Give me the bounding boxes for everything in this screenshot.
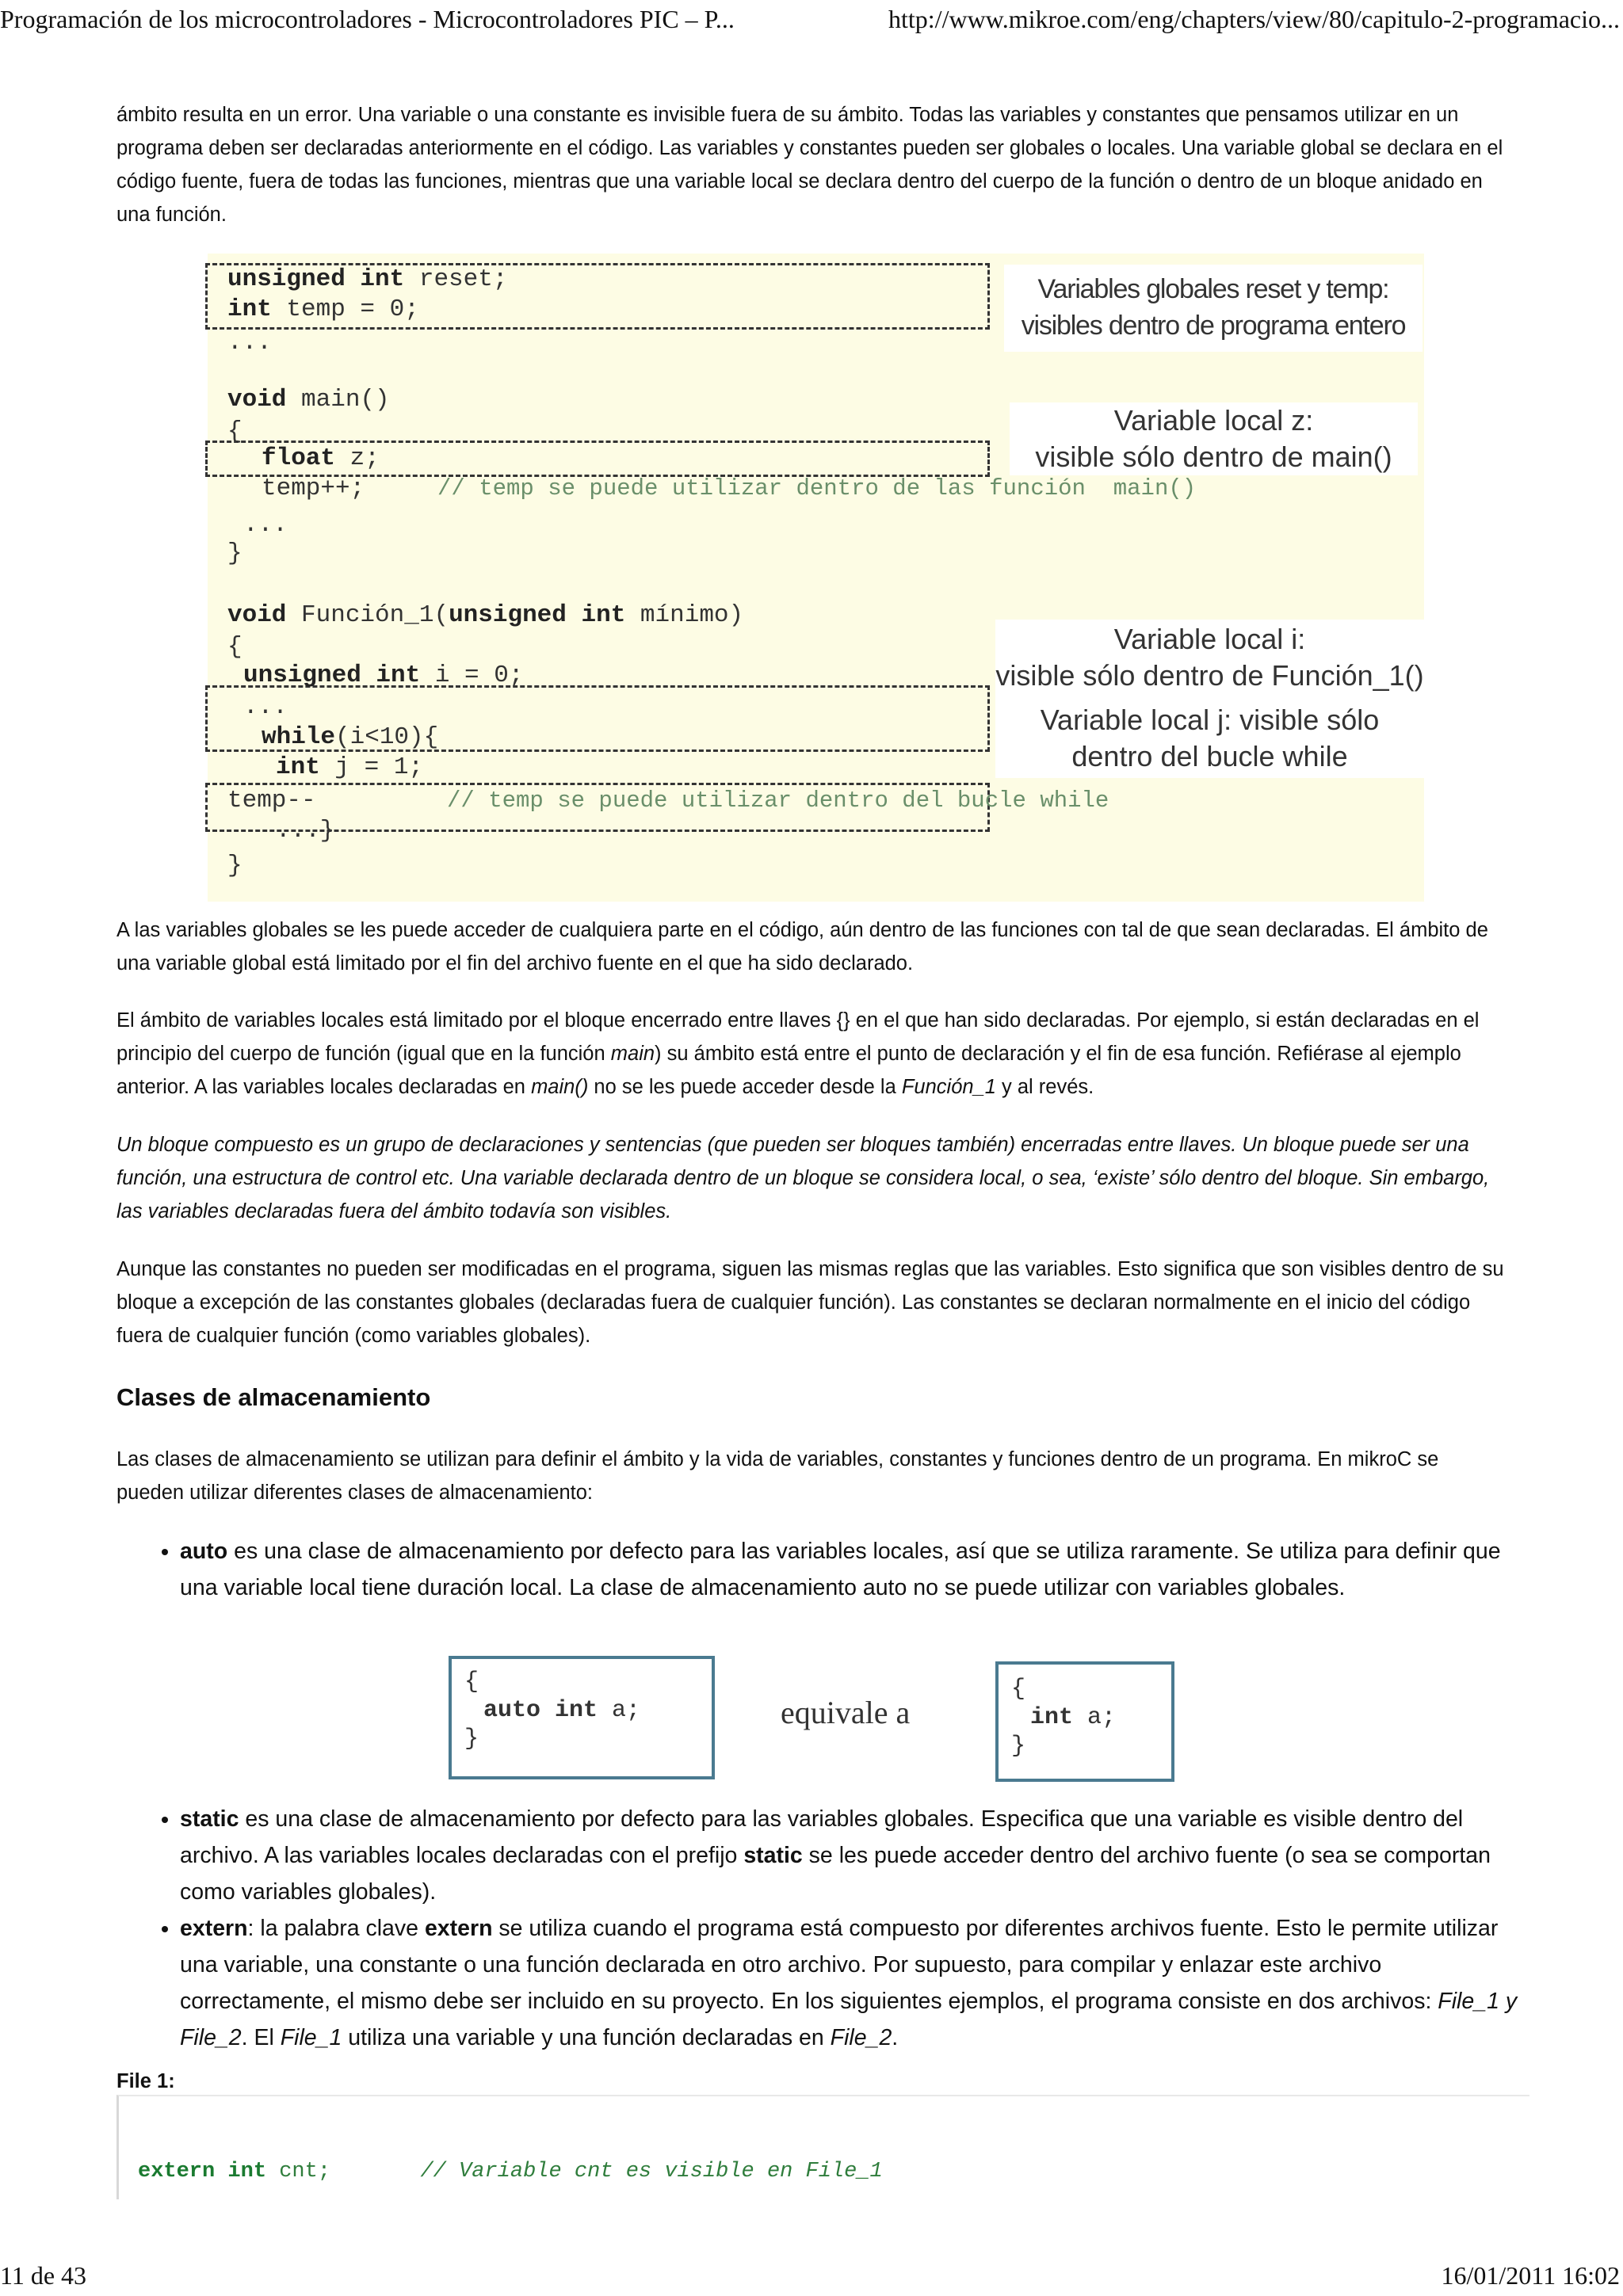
code-line-3: ... [227,329,272,357]
page-number: 11 de 43 [0,2261,87,2290]
code-line-1: unsigned int reset; [227,265,508,293]
intro-paragraph: ámbito resulta en un error. Una variable o una constante es invisible fuera de su ámbito. Todas las variables y constantes que pensamos utilizar en un programa deben ser declaradas anteriormente en el código. Las variables y constantes pueden ser globales o locales. Una variable global se declara en el código fuente, fuera de todas las funciones, mientras que una variable local se declara dentro del cuerpo de la función o dentro de un bloque anidado en una función. [116,104,1503,226]
code-line-4: void main() [227,386,390,414]
auto-int-box: { auto int a; } [449,1656,715,1779]
paragraph-global-scope: A las variables globales se les puede acceder de cualquiera parte en el código, aún dentro de las funciones con tal de que sean declaradas. El ámbito de una variable global está limitado por el fin del archivo fuente en el que ha sido declarado. [116,919,1488,974]
code-line-5: { [227,418,242,445]
equivalence-text: equivale a [781,1695,911,1730]
code-line-18: } [227,852,242,879]
page-header [0,0,1623,40]
list-item-extern: • extern: la palabra clave extern se utiliza cuando el programa está compuesto por diferentes archivos fuente. Esto le permite utilizar una variable, una constante o una función declarada en otro archivo. Por supuesto, para compilar y enlazar este archivo correctamente, el mismo debe ser incluido en su proyecto. En los siguientes ejemplos, el programa consiste en dos archivos: File_1 y File_2. El File_1 utiliza una variable y una función declaradas en File_2. [180,1910,1527,2056]
paragraph-constants: Aunque las constantes no pueden ser modificadas en el programa, siguen las mismas reglas que las variables. Esto significa que son visibles dentro de su bloque a excepción de las constantes globales (declaradas fuera de cualquier función). Las constantes se declaran normalmente en el inicio del código fuera de cualquier función (como variables globales). [116,1258,1504,1347]
int-box: { int a; } [995,1661,1174,1782]
section-heading: Clases de almacenamiento [116,1383,431,1411]
page-url[interactable]: http://www.mikroe.com/eng/chapters/view/80/capitulo-2-programacio... [888,5,1620,33]
code-line-16: temp-- [227,787,316,814]
code-line-11: { [227,633,242,661]
code-line-9: } [227,540,242,567]
code-line-17: ...} [276,817,335,845]
page-title: Programación de los microcontroladores - Microcontroladores PIC – P... [0,5,735,33]
local-i-label: Variable local i: visible sólo dentro de Función_1() [995,620,1424,699]
global-vars-label: Variables globales reset y temp: visibles dentro de programa entero [1004,265,1423,352]
list-item-static: • static es una clase de almacenamiento por defecto para las variables globales. Especifica que una variable es visible dentro del archivo. A las variables locales declaradas con el prefijo static se les puede acceder dentro del archivo fuente (o sea se comportan como variables globales). [180,1801,1527,1910]
paragraph-compound-block: Un bloque compuesto es un grupo de declaraciones y sentencias (que pueden ser bloques también) encerradas entre llaves. Un bloque puede ser una función, una estructura de control etc. Una variable declarada dentro de un bloque se considera local, o sea, ‘existe’ sólo dentro del bloque. Sin embargo, las variables declaradas fuera del ámbito todavía son visibles. [116,1134,1490,1222]
code-line-13: ... [243,693,288,721]
list-item-auto: • auto es una clase de almacenamiento por defecto para las variables locales, así que se utiliza raramente. Se utiliza para definir que una variable local tiene duración local. La clase de almacenamiento auto no se puede utilizar con variables globales. [180,1533,1527,1606]
scope-figure [208,254,1424,902]
file1-code-block [116,2095,1529,2199]
file1-label: File 1: [116,2070,175,2092]
local-j-label: Variable local j: visible sólo dentro del bucle while [995,699,1424,778]
code-line-15: int j = 1; [276,753,424,781]
code-line-14: while(i<10){ [262,723,439,751]
page-footer [0,2258,1623,2296]
file1-code-line: extern int cnt; // Variable cnt es visible en File_1 [138,2160,883,2183]
section-intro: Las clases de almacenamiento se utilizan para definir el ámbito y la vida de variables, constantes y funciones dentro de un programa. En mikroC se pueden utilizar diferentes clases de almacenamiento: [116,1448,1439,1504]
code-line-7: temp++; [262,475,365,502]
code-line-12: unsigned int i = 0; [243,662,524,689]
code-comment-7: // temp se puede utilizar dentro de las función main() [437,475,1197,502]
paragraph-local-scope: El ámbito de variables locales está limitado por el bloque encerrado entre llaves {} en el que han sido declaradas. Por ejemplo, si están declaradas en el principio del cuerpo de función (igual que en la función main) su ámbito está entre el punto de declaración y el fin de esa función. Refiérase al ejemplo anterior. A las variables locales declaradas en main() no se les puede acceder desde la Función_1 y al revés. [116,1009,1480,1098]
code-line-10: void Función_1(unsigned int mínimo) [227,601,744,629]
code-line-2: int temp = 0; [227,296,419,323]
local-z-label: Variable local z: visible sólo dentro de main() [1010,402,1418,475]
code-line-6: float z; [262,444,380,472]
bullet-list-static-extern [116,1801,1527,2056]
code-comment-16: // temp se puede utilizar dentro del bucle while [447,788,1109,814]
bullet-list-auto [116,1533,1527,1606]
print-datetime: 16/01/2011 16:02 [1441,2261,1620,2290]
code-line-8: ... [243,511,288,539]
